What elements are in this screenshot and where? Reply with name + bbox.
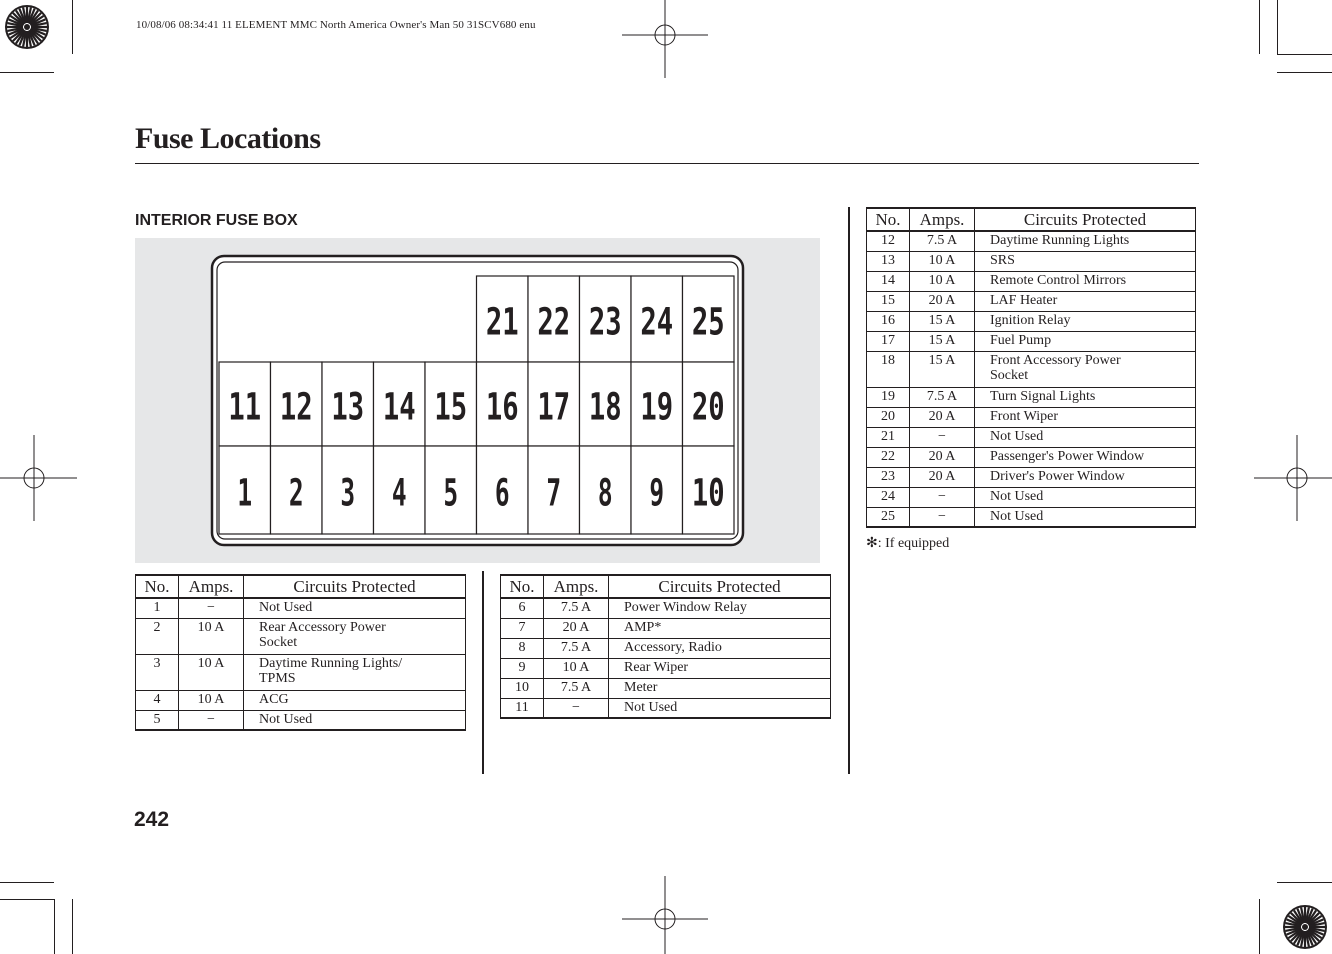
fuse-circuit: SRS [975, 251, 1196, 271]
fuse-amps: − [910, 507, 975, 527]
fuse-table-1 [135, 574, 466, 731]
fuse-slot-number: 24 [640, 300, 674, 344]
fuse-slot-number: 15 [434, 385, 468, 429]
fuse-slot-number: 8 [597, 471, 613, 515]
fuse-number: 3 [136, 654, 179, 690]
fuse-slot [631, 446, 683, 534]
fuse-number: 16 [867, 311, 910, 331]
fuse-slot [271, 446, 323, 534]
fuse-number: 9 [501, 658, 544, 678]
fuse-amps: − [179, 710, 244, 730]
fuse-box-diagram [135, 238, 820, 563]
fuse-amps: 7.5 A [544, 638, 609, 658]
fuse-slot-number: 23 [588, 300, 622, 344]
page-number: 242 [134, 808, 170, 831]
fuse-slot [477, 362, 529, 446]
fuse-circuit: Rear Accessory Power Socket [244, 618, 466, 654]
fuse-slot-number: 2 [288, 471, 304, 515]
fuse-slot-number: 25 [691, 300, 725, 344]
fuse-slot [580, 276, 632, 362]
fuse-number: 15 [867, 291, 910, 311]
table-row [867, 271, 1196, 291]
fuse-slot-number: 3 [340, 471, 356, 515]
table-row [867, 331, 1196, 351]
print-job-stamp: 10/08/06 08:34:41 11 ELEMENT MMC North America Owner's Man 50 31SCV680 enu [136, 19, 536, 31]
fuse-number: 5 [136, 710, 179, 730]
table-row [867, 251, 1196, 271]
fuse-box-illustration [135, 238, 820, 563]
column-header-circuits: Circuits Protected [244, 575, 466, 598]
fuse-number: 14 [867, 271, 910, 291]
fuse-circuit: Not Used [609, 698, 831, 718]
fuse-slot-number: 19 [640, 385, 674, 429]
table-row [867, 291, 1196, 311]
fuse-circuit: Driver's Power Window [975, 467, 1196, 487]
fuse-amps: − [544, 698, 609, 718]
table-row [867, 231, 1196, 251]
fuse-slot-number: 16 [485, 385, 519, 429]
column-divider [848, 207, 850, 774]
fuse-slot [322, 446, 374, 534]
footnote: ✻: If equipped [866, 536, 950, 551]
fuse-slot [219, 362, 271, 446]
fuse-circuit: Not Used [975, 507, 1196, 527]
fuse-amps: 20 A [910, 447, 975, 467]
fuse-circuit: Front Accessory Power Socket [975, 351, 1196, 387]
fuse-amps: 10 A [544, 658, 609, 678]
fuse-circuit: LAF Heater [975, 291, 1196, 311]
fuse-amps: 20 A [910, 467, 975, 487]
fuse-number: 8 [501, 638, 544, 658]
fuse-slot [271, 362, 323, 446]
table-row [501, 678, 831, 698]
fuse-number: 13 [867, 251, 910, 271]
column-header-no: No. [501, 575, 544, 598]
table-row [501, 618, 831, 638]
fuse-number: 25 [867, 507, 910, 527]
fuse-number: 6 [501, 598, 544, 618]
fuse-slot [477, 446, 529, 534]
registration-crosshair-icon [622, 0, 708, 78]
fuse-amps: 15 A [910, 311, 975, 331]
fuse-circuit: Power Window Relay [609, 598, 831, 618]
fuse-slot [425, 362, 477, 446]
column-header-no: No. [867, 208, 910, 231]
table-row [136, 598, 466, 618]
fuse-table-3 [866, 207, 1196, 528]
fuse-circuit: Passenger's Power Window [975, 447, 1196, 467]
fuse-slot-number: 21 [485, 300, 519, 344]
fuse-circuit: Meter [609, 678, 831, 698]
table-row [136, 654, 466, 690]
fuse-number: 21 [867, 427, 910, 447]
column-header-circuits: Circuits Protected [609, 575, 831, 598]
fuse-slot-number: 13 [331, 385, 365, 429]
table-row [501, 598, 831, 618]
fuse-slot [683, 276, 735, 362]
fuse-amps: 15 A [910, 331, 975, 351]
fuse-amps: 20 A [544, 618, 609, 638]
column-header-no: No. [136, 575, 179, 598]
table-header-row [501, 575, 831, 598]
table-row [867, 351, 1196, 387]
fuse-number: 18 [867, 351, 910, 387]
fuse-circuit: Daytime Running Lights [975, 231, 1196, 251]
registration-sunburst-icon [1282, 904, 1328, 950]
fuse-slot [580, 362, 632, 446]
fuse-amps: − [179, 598, 244, 618]
section-heading: INTERIOR FUSE BOX [135, 212, 298, 229]
fuse-slot-number: 20 [691, 385, 725, 429]
fuse-number: 12 [867, 231, 910, 251]
fuse-slot [631, 276, 683, 362]
fuse-circuit: Remote Control Mirrors [975, 271, 1196, 291]
fuse-slot [219, 446, 271, 534]
fuse-circuit: ACG [244, 690, 466, 710]
fuse-number: 11 [501, 698, 544, 718]
fuse-slot [528, 362, 580, 446]
fuse-slot [580, 446, 632, 534]
column-header-amps: Amps. [910, 208, 975, 231]
table-header-row [136, 575, 466, 598]
fuse-number: 19 [867, 387, 910, 407]
fuse-amps: 20 A [910, 291, 975, 311]
fuse-slot [425, 446, 477, 534]
fuse-circuit: AMP* [609, 618, 831, 638]
table-row [867, 487, 1196, 507]
fuse-slot-number: 1 [237, 471, 253, 515]
table-row [136, 710, 466, 730]
column-divider [482, 571, 484, 774]
table-row [867, 387, 1196, 407]
fuse-amps: 15 A [910, 351, 975, 387]
fuse-circuit: Not Used [244, 598, 466, 618]
fuse-slot-number: 6 [494, 471, 510, 515]
fuse-slot-number: 7 [546, 471, 562, 515]
table-row [867, 427, 1196, 447]
title-divider [135, 163, 1199, 164]
fuse-number: 22 [867, 447, 910, 467]
fuse-amps: 10 A [910, 251, 975, 271]
fuse-amps: 7.5 A [544, 598, 609, 618]
fuse-slot-number: 9 [649, 471, 665, 515]
fuse-circuit: Accessory, Radio [609, 638, 831, 658]
registration-sunburst-icon [4, 4, 50, 50]
fuse-amps: 7.5 A [910, 387, 975, 407]
fuse-number: 24 [867, 487, 910, 507]
fuse-number: 23 [867, 467, 910, 487]
fuse-circuit: Turn Signal Lights [975, 387, 1196, 407]
fuse-number: 7 [501, 618, 544, 638]
table-row [867, 311, 1196, 331]
fuse-circuit: Fuel Pump [975, 331, 1196, 351]
fuse-circuit: Rear Wiper [609, 658, 831, 678]
column-header-amps: Amps. [544, 575, 609, 598]
fuse-number: 20 [867, 407, 910, 427]
fuse-slot [322, 362, 374, 446]
fuse-slot-number: 18 [588, 385, 622, 429]
fuse-amps: 10 A [910, 271, 975, 291]
fuse-slot-number: 5 [443, 471, 459, 515]
fuse-slot-number: 11 [228, 385, 262, 429]
column-header-circuits: Circuits Protected [975, 208, 1196, 231]
table-row [501, 638, 831, 658]
table-row [501, 658, 831, 678]
table-row [867, 507, 1196, 527]
fuse-amps: 10 A [179, 618, 244, 654]
fuse-slot [374, 362, 426, 446]
fuse-amps: − [910, 487, 975, 507]
fuse-slot [631, 362, 683, 446]
table-row [867, 407, 1196, 427]
fuse-slot [374, 446, 426, 534]
registration-crosshair-icon [0, 435, 77, 521]
fuse-circuit: Front Wiper [975, 407, 1196, 427]
fuse-slot-number: 22 [537, 300, 571, 344]
fuse-circuit: Not Used [244, 710, 466, 730]
table-header-row [867, 208, 1196, 231]
fuse-number: 4 [136, 690, 179, 710]
fuse-circuit: Ignition Relay [975, 311, 1196, 331]
fuse-table-2 [500, 574, 831, 719]
fuse-circuit: Daytime Running Lights/ TPMS [244, 654, 466, 690]
fuse-slot-number: 12 [279, 385, 313, 429]
fuse-slot-number: 4 [391, 471, 407, 515]
fuse-number: 1 [136, 598, 179, 618]
fuse-slot [528, 446, 580, 534]
fuse-slot [477, 276, 529, 362]
fuse-amps: 10 A [179, 654, 244, 690]
fuse-slot [528, 276, 580, 362]
fuse-circuit: Not Used [975, 427, 1196, 447]
table-row [136, 618, 466, 654]
fuse-slot-number: 14 [382, 385, 416, 429]
fuse-number: 2 [136, 618, 179, 654]
fuse-amps: − [910, 427, 975, 447]
fuse-slot [683, 446, 735, 534]
fuse-slot-number: 10 [691, 471, 725, 515]
table-row [136, 690, 466, 710]
fuse-slot [683, 362, 735, 446]
fuse-number: 17 [867, 331, 910, 351]
fuse-number: 10 [501, 678, 544, 698]
fuse-amps: 7.5 A [910, 231, 975, 251]
table-row [867, 447, 1196, 467]
fuse-amps: 10 A [179, 690, 244, 710]
column-header-amps: Amps. [179, 575, 244, 598]
table-row [501, 698, 831, 718]
fuse-slot-number: 17 [537, 385, 571, 429]
page-title: Fuse Locations [135, 122, 321, 155]
registration-crosshair-icon [622, 876, 708, 954]
fuse-amps: 7.5 A [544, 678, 609, 698]
registration-crosshair-icon [1254, 435, 1332, 521]
table-row [867, 467, 1196, 487]
fuse-circuit: Not Used [975, 487, 1196, 507]
fuse-amps: 20 A [910, 407, 975, 427]
